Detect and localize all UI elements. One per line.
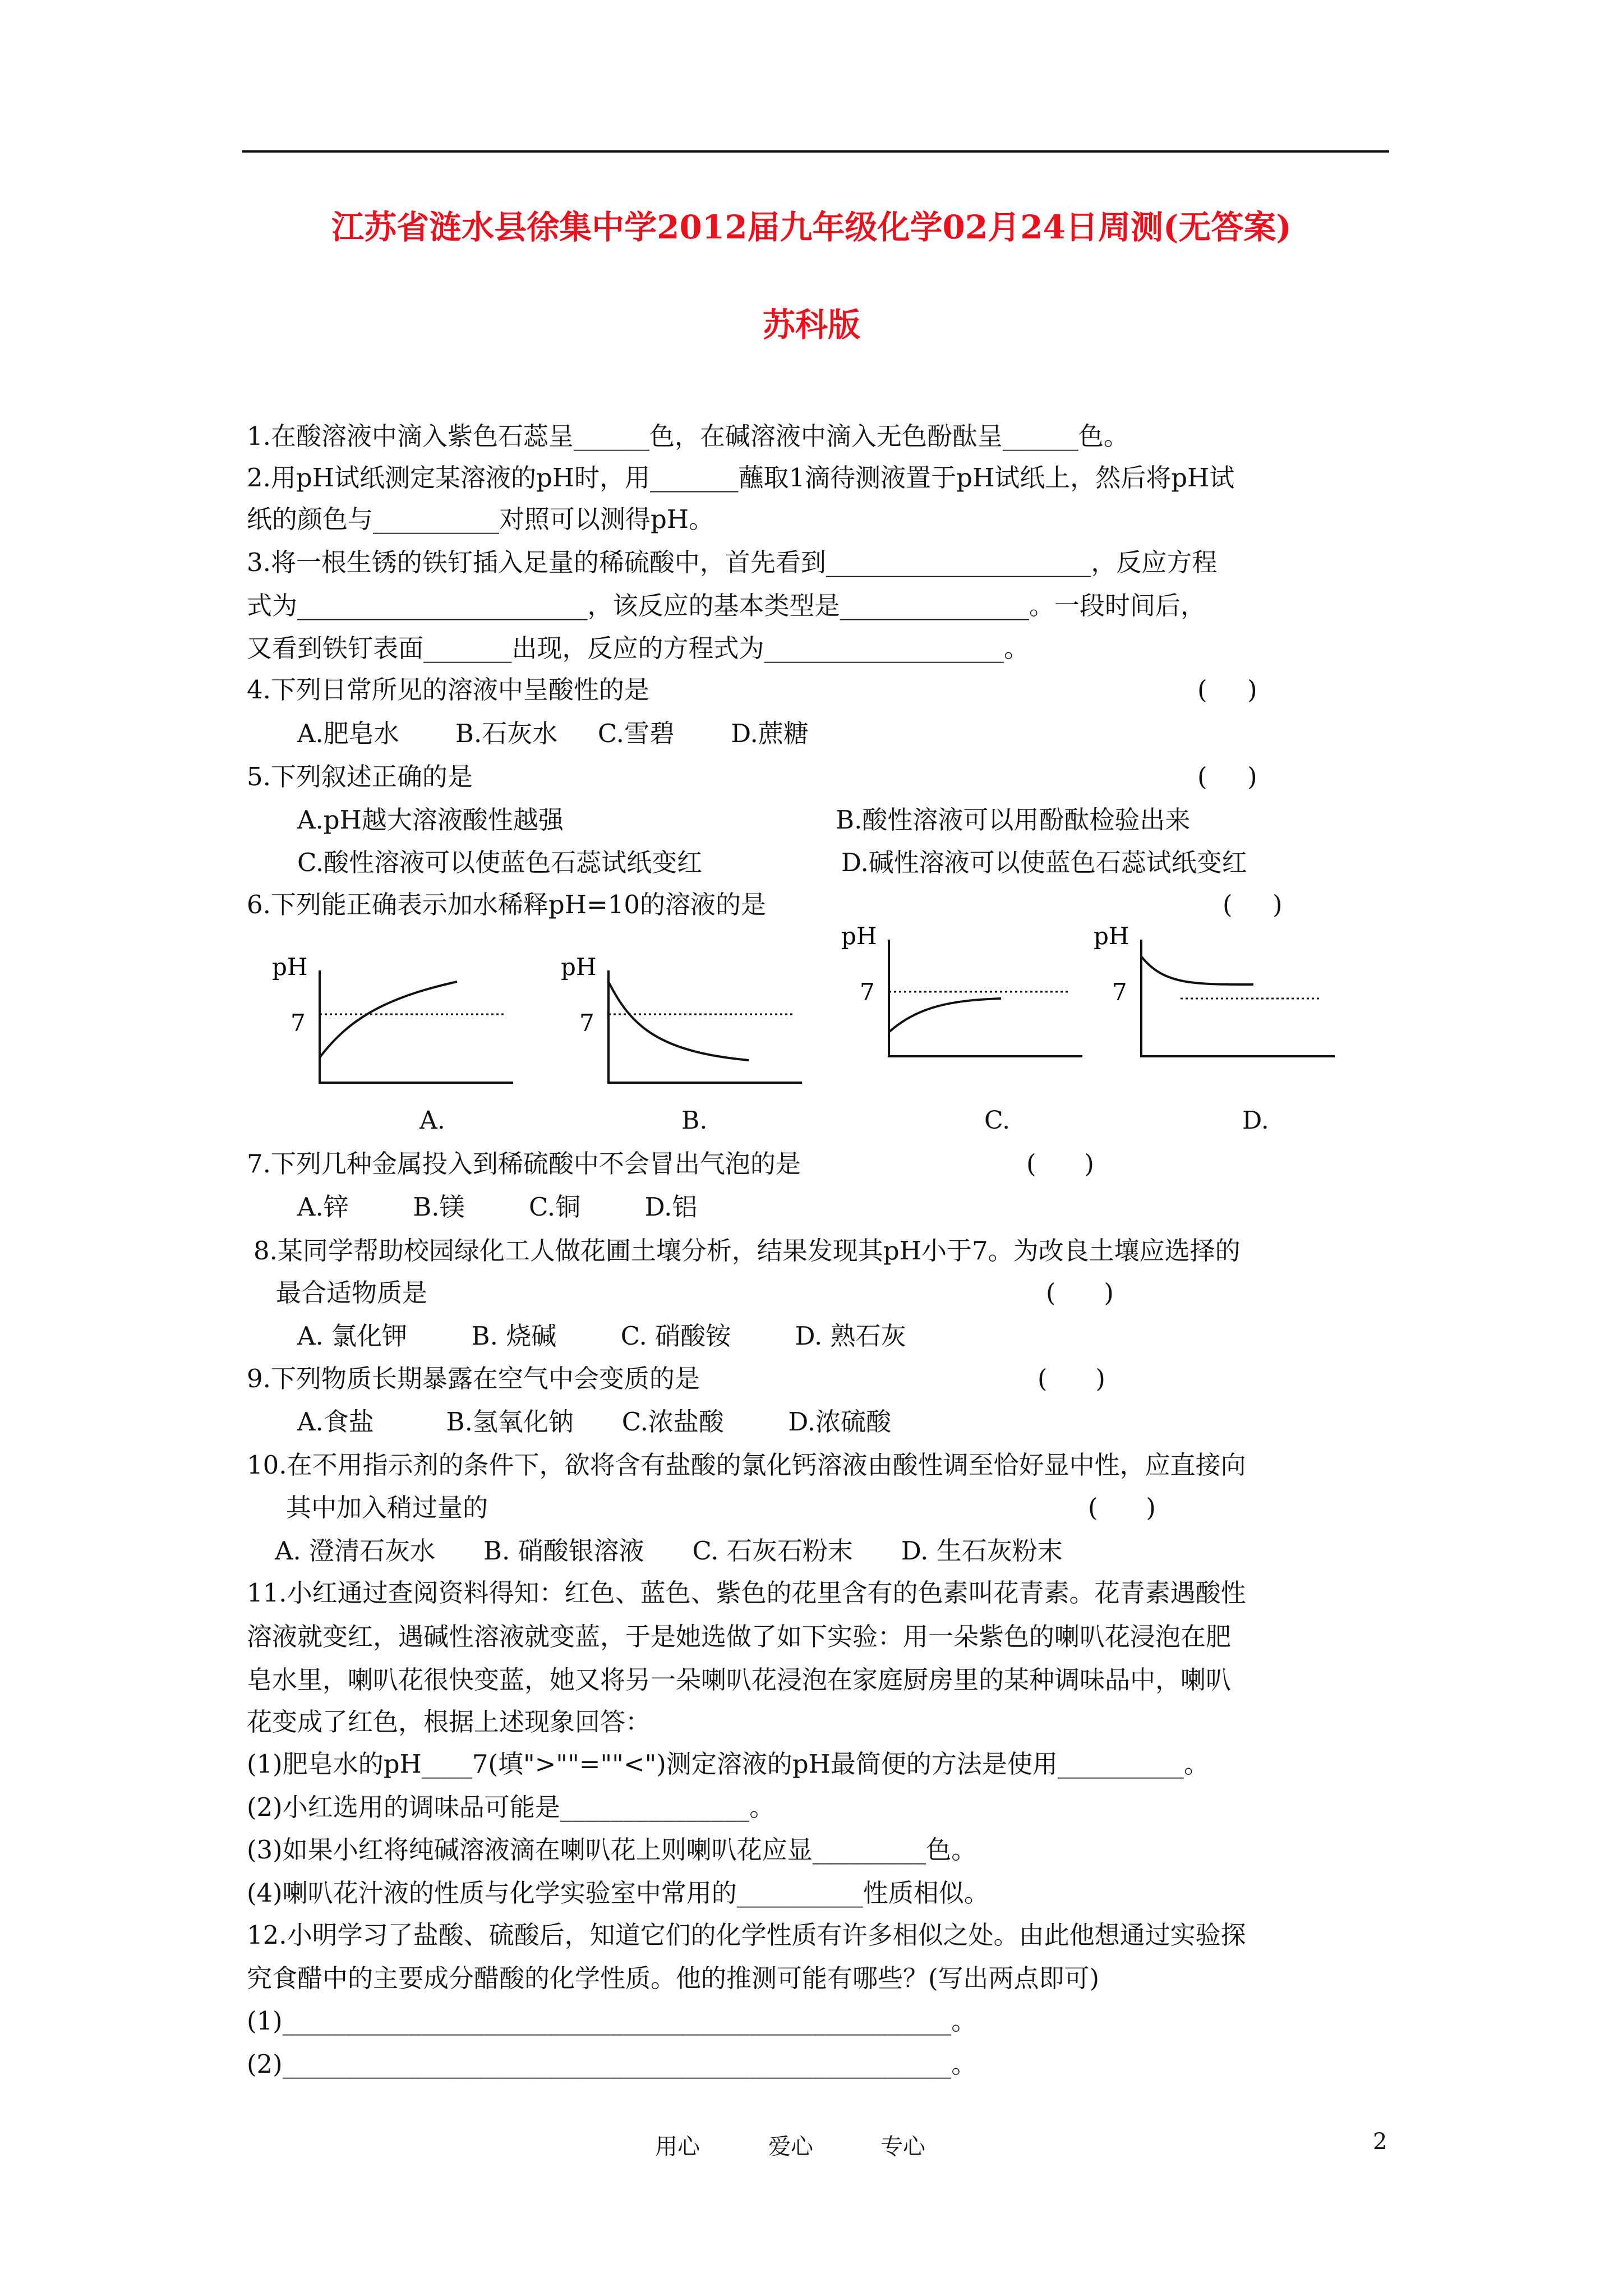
- question-12-answer-2: (2)_____________________________________________________。: [247, 2049, 977, 2079]
- header-rule: [242, 150, 1389, 153]
- question-5-option-c: C.酸性溶液可以使蓝色石蕊试纸变红: [297, 848, 703, 877]
- question-10-line-1: 10.在不用指示剂的条件下，欲将含有盐酸的氯化钙溶液由酸性调至恰好显中性，应直接向: [247, 1450, 1246, 1480]
- graph-c: [833, 912, 1102, 1069]
- graph-c-ref-label: 7: [860, 978, 875, 1006]
- graph-d-curve: [1141, 956, 1253, 984]
- page-number: 2: [1373, 2129, 1387, 2155]
- question-10-options: A. 澄清石灰水 B. 硝酸银溶液 C. 石灰石粉末 D. 生石灰粉末: [275, 1536, 1063, 1566]
- graph-a-ref-label: 7: [291, 1009, 306, 1037]
- question-2-line-2: 纸的颜色与__________对照可以测得pH。: [247, 504, 714, 534]
- question-3-line-2: 式为_______________________，该反应的基本类型是_______________。一段时间后，: [247, 591, 1206, 620]
- graph-a: [264, 948, 533, 1094]
- graph-a-curve: [320, 982, 457, 1057]
- question-7-answer-bracket: ( ): [1026, 1149, 1094, 1179]
- question-7-stem: 7.下列几种金属投入到稀硫酸中不会冒出气泡的是: [247, 1149, 801, 1179]
- question-10-line-2: 其中加入稍过量的: [286, 1493, 488, 1522]
- footer-motto-3: 专心: [880, 2134, 925, 2160]
- graph-c-y-label: pH: [841, 922, 877, 950]
- question-3-line-1: 3.将一根生锈的铁钉插入足量的稀硫酸中，首先看到_____________________，反应方程: [247, 547, 1218, 577]
- question-6-answer-bracket: ( ): [1223, 890, 1283, 919]
- question-1: 1.在酸溶液中滴入紫色石蕊呈______色，在碱溶液中滴入无色酚酞呈______色。: [247, 421, 1129, 451]
- question-12-answer-1: (1)_____________________________________________________。: [247, 2006, 977, 2036]
- question-5-option-a: A.pH越大溶液酸性越强: [297, 805, 564, 835]
- question-4-options: A.肥皂水 B.石灰水 C.雪碧 D.蔗糖: [297, 719, 809, 748]
- question-12-line-1: 12.小明学习了盐酸、硫酸后，知道它们的化学性质有许多相似之处。由此他想通过实验探: [247, 1920, 1246, 1950]
- question-4-stem: 4.下列日常所见的溶液中呈酸性的是: [247, 675, 649, 705]
- question-11-line-2: 溶液就变红，遇碱性溶液就变蓝，于是她选做了如下实验：用一朵紫色的喇叭花浸泡在肥: [247, 1622, 1232, 1651]
- question-8-answer-bracket: ( ): [1046, 1278, 1114, 1308]
- question-2-line-1: 2.用pH试纸测定某溶液的pH时，用_______蘸取1滴待测液置于pH试纸上，然后将pH试: [247, 463, 1235, 493]
- question-9-options: A.食盐 B.氢氧化钠 C.浓盐酸 D.浓硫酸: [297, 1407, 892, 1437]
- graph-b-y-label: pH: [561, 953, 597, 981]
- page-title: 江苏省涟水县徐集中学2012届九年级化学02月24日周测(无答案): [331, 208, 1292, 246]
- graph-d-y-label: pH: [1094, 922, 1129, 950]
- question-11-line-4: 花变成了红色，根据上述现象回答：: [247, 1707, 651, 1737]
- graph-b: [552, 948, 822, 1094]
- graph-d: [1085, 912, 1354, 1069]
- question-3-line-3: 又看到铁钉表面_______出现，反应的方程式为___________________。: [247, 633, 1030, 663]
- question-12-line-2: 究食醋中的主要成分醋酸的化学性质。他的推测可能有哪些？(写出两点即可): [247, 1963, 1100, 1993]
- question-8-line-2: 最合适物质是: [276, 1278, 428, 1308]
- question-9-answer-bracket: ( ): [1038, 1364, 1105, 1393]
- question-11-sub-3: (3)如果小红将纯碱溶液滴在喇叭花上则喇叭花应显_________色。: [247, 1835, 977, 1865]
- graph-d-caption: D.: [1242, 1106, 1269, 1135]
- footer-motto-1: 用心: [655, 2134, 700, 2160]
- graph-c-caption: C.: [984, 1106, 1011, 1135]
- question-5-option-b: B.酸性溶液可以用酚酞检验出来: [836, 805, 1191, 835]
- question-5-answer-bracket: ( ): [1197, 762, 1257, 792]
- question-11-sub-4: (4)喇叭花汁液的性质与化学实验室中常用的__________性质相似。: [247, 1878, 989, 1908]
- page-subtitle: 苏科版: [762, 306, 860, 344]
- question-5-stem: 5.下列叙述正确的是: [247, 762, 473, 792]
- question-7-options: A.锌 B.镁 C.铜 D.铝: [297, 1192, 698, 1222]
- question-8-line-1: 8.某同学帮助校园绿化工人做花圃土壤分析，结果发现其pH小于7。为改良土壤应选择的: [253, 1236, 1241, 1266]
- graph-a-y-label: pH: [272, 953, 308, 981]
- graph-b-ref-label: 7: [579, 1009, 594, 1037]
- question-9-stem: 9.下列物质长期暴露在空气中会变质的是: [247, 1364, 700, 1393]
- question-11-line-1: 11.小红通过查阅资料得知：红色、蓝色、紫色的花里含有的色素叫花青素。花青素遇酸性: [247, 1578, 1246, 1608]
- question-11-sub-1: (1)肥皂水的pH____7(填">""=""<")测定溶液的pH最简便的方法是使用__________。: [247, 1749, 1209, 1779]
- graph-b-curve: [608, 982, 749, 1060]
- question-4-answer-bracket: ( ): [1197, 675, 1257, 705]
- graph-a-caption: A.: [419, 1106, 445, 1135]
- question-10-answer-bracket: ( ): [1088, 1493, 1156, 1522]
- question-11-sub-2: (2)小红选用的调味品可能是_______________。: [247, 1792, 775, 1822]
- question-5-option-d: D.碱性溶液可以使蓝色石蕊试纸变红: [841, 848, 1247, 877]
- question-11-line-3: 皂水里，喇叭花很快变蓝，她又将另一朵喇叭花浸泡在家庭厨房里的某种调味品中，喇叭: [247, 1665, 1232, 1695]
- question-6-stem: 6.下列能正确表示加水稀释pH=10的溶液的是: [247, 890, 766, 919]
- footer-motto-2: 爱心: [768, 2134, 813, 2160]
- graph-d-ref-label: 7: [1112, 978, 1127, 1006]
- question-8-options: A. 氯化钾 B. 烧碱 C. 硝酸铵 D. 熟石灰: [297, 1321, 906, 1351]
- graph-c-curve: [889, 999, 1001, 1032]
- graph-b-caption: B.: [681, 1106, 708, 1135]
